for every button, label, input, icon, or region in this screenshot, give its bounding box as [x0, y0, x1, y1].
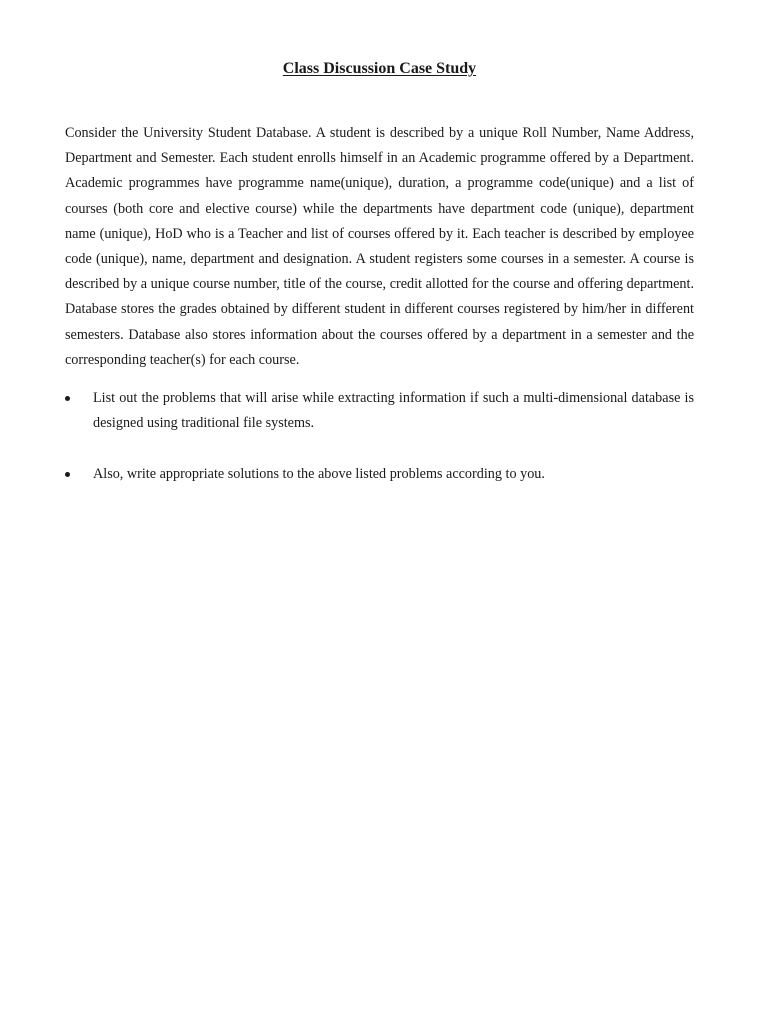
task-list: [65, 386, 694, 488]
document-page: [65, 0, 694, 488]
list-item: [65, 462, 694, 487]
document-title: Class Discussion Case Study: [282, 60, 477, 77]
bullet-icon: [65, 472, 70, 477]
list-item-text: Also, write appropriate solutions to the above listed problems according to you.: [93, 466, 545, 483]
case-study-paragraph: Consider the University Student Database. A student is described by a unique Roll Number, Name Address, Department and Semester. Each student enrolls himself in an Academic programme offered by a Department. Academic programmes have programme name(unique), duration, a programme code(unique) and a list of courses (both core and elective course) while the departments have department code (unique), department name (unique), HoD who is a Teacher and list of courses offered by it. Each teacher is described by employee code (unique), name, department and designation. A student registers some courses in a semester. A course is described by a unique course number, title of the course, credit allotted for the course and offering department. Database stores the grades obtained by different student in different courses registered by him/her in different semesters. Database also stores information about the courses offered by a department in a semester and the corresponding teacher(s) for each course.: [65, 125, 694, 368]
list-item-text: List out the problems that will arise while extracting information if such a multi-dimensional database is designed using traditional file systems.: [93, 390, 694, 432]
bullet-icon: [65, 396, 70, 401]
list-item: [65, 386, 694, 436]
